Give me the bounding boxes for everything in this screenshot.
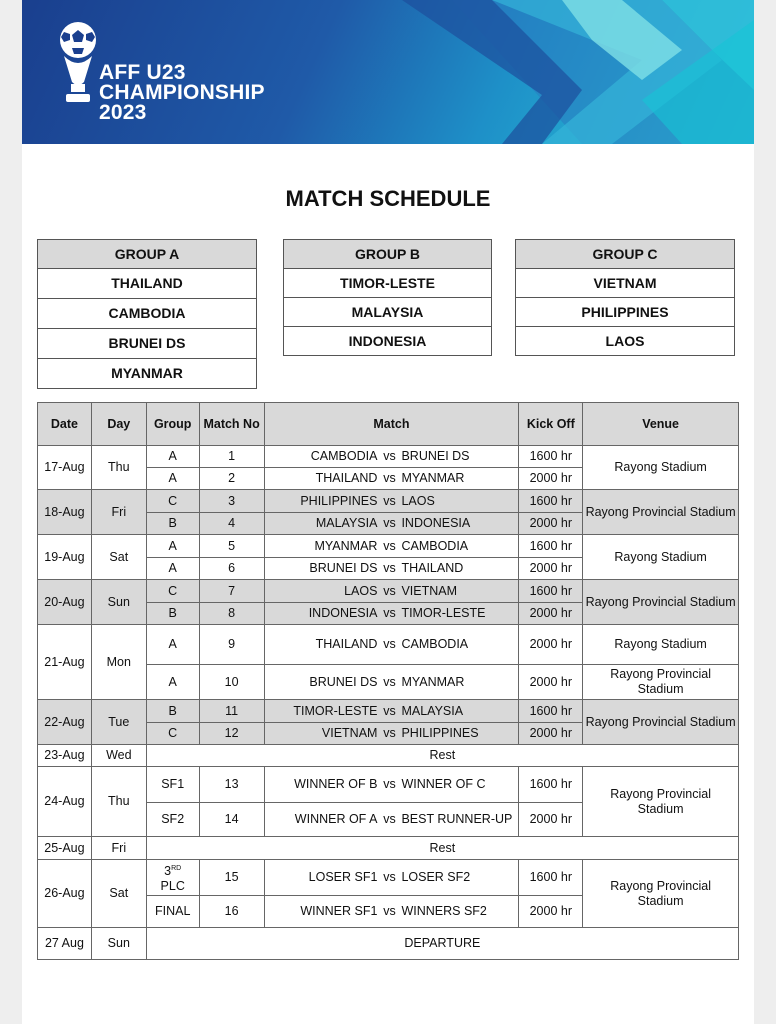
vs-label: vs	[383, 870, 396, 884]
match-schedule-table	[37, 402, 739, 960]
vs-label: vs	[383, 606, 396, 620]
championship-logo-text	[99, 63, 265, 123]
away-team: MYANMAR	[401, 674, 465, 689]
kickoff-cell: 2000 hr	[519, 665, 583, 700]
home-team: THAILAND	[315, 471, 378, 485]
group-a-team: THAILAND	[38, 269, 256, 299]
logo-line-3: 2023	[99, 101, 147, 124]
venue-cell: Rayong Provincial Stadium	[583, 580, 739, 625]
match-no-cell: 11	[199, 700, 264, 723]
kickoff-cell: 1600 hr	[519, 535, 583, 558]
match-no-cell: 14	[199, 803, 264, 837]
group-b-team: INDONESIA	[284, 327, 491, 355]
match-no-cell: 13	[199, 767, 264, 803]
group-a-team: BRUNEI DS	[38, 329, 256, 359]
match-cell	[264, 535, 519, 558]
match-no-cell: 8	[199, 603, 264, 625]
match-no-cell: 7	[199, 580, 264, 603]
group-c-team: VIETNAM	[516, 269, 734, 298]
group-cell: B	[146, 700, 199, 723]
vs-label: vs	[383, 777, 396, 791]
vs-label: vs	[383, 812, 396, 826]
day-cell: Fri	[91, 837, 146, 860]
logo-line-2: CHAMPIONSHIP	[99, 81, 265, 104]
kickoff-cell: 1600 hr	[519, 490, 583, 513]
group-a-team: MYANMAR	[38, 359, 256, 388]
day-cell: Sun	[91, 928, 146, 960]
kickoff-cell: 2000 hr	[519, 558, 583, 580]
kickoff-cell: 1600 hr	[519, 860, 583, 896]
match-cell	[264, 490, 519, 513]
match-cell	[264, 625, 519, 665]
match-cell	[264, 468, 519, 490]
table-row	[38, 535, 739, 558]
away-team: TIMOR-LESTE	[401, 606, 486, 620]
vs-label: vs	[383, 538, 396, 553]
home-team: VIETNAM	[321, 726, 378, 740]
group-cell: A	[146, 535, 199, 558]
match-cell	[264, 603, 519, 625]
date-cell: 22-Aug	[38, 700, 92, 745]
table-header-row	[38, 403, 739, 446]
table-row	[38, 928, 739, 960]
home-team: INDONESIA	[308, 606, 378, 620]
schedule-page	[22, 0, 754, 1024]
date-cell: 19-Aug	[38, 535, 92, 580]
date-cell: 24-Aug	[38, 767, 92, 837]
match-cell	[264, 580, 519, 603]
day-cell: Mon	[91, 625, 146, 700]
away-team: PHILIPPINES	[401, 726, 479, 740]
date-cell: 20-Aug	[38, 580, 92, 625]
table-row	[38, 700, 739, 723]
venue-cell: Rayong Provincial Stadium	[583, 700, 739, 745]
group-b-team: TIMOR-LESTE	[284, 269, 491, 298]
match-no-cell: 6	[199, 558, 264, 580]
match-no-cell: 12	[199, 723, 264, 745]
day-cell: Fri	[91, 490, 146, 535]
venue-cell: Rayong Provincial Stadium	[583, 490, 739, 535]
match-cell	[264, 860, 519, 896]
table-row	[38, 860, 739, 896]
home-team: PHILIPPINES	[300, 493, 378, 508]
date-cell: 17-Aug	[38, 446, 92, 490]
day-cell: Thu	[91, 446, 146, 490]
match-cell	[264, 700, 519, 723]
group-c-team: PHILIPPINES	[516, 298, 734, 327]
venue-cell: Rayong Provincial Stadium	[583, 767, 739, 837]
group-cell: A	[146, 665, 199, 700]
group-third-suffix: RD	[171, 864, 182, 872]
vs-label: vs	[383, 449, 396, 463]
group-third: 3	[164, 864, 172, 879]
group-cell: C	[146, 490, 199, 513]
table-row	[38, 745, 739, 767]
kickoff-cell: 1600 hr	[519, 767, 583, 803]
vs-label: vs	[383, 493, 396, 508]
home-team: CAMBODIA	[310, 449, 378, 463]
match-no-cell: 9	[199, 625, 264, 665]
home-team: THAILAND	[315, 637, 378, 651]
kickoff-cell: 2000 hr	[519, 603, 583, 625]
rest-cell: Rest	[146, 745, 738, 767]
kickoff-cell: 2000 hr	[519, 723, 583, 745]
table-row	[38, 446, 739, 468]
col-header-date: Date	[38, 403, 92, 446]
group-cell: SF1	[146, 767, 199, 803]
group-a-header: GROUP A	[38, 240, 256, 269]
match-no-cell: 15	[199, 860, 264, 896]
group-c-header: GROUP C	[516, 240, 734, 269]
date-cell: 27 Aug	[38, 928, 92, 960]
col-header-venue: Venue	[583, 403, 739, 446]
group-c-team: LAOS	[516, 327, 734, 355]
trophy-logo-icon	[54, 18, 102, 118]
table-row	[38, 490, 739, 513]
group-cell: A	[146, 468, 199, 490]
vs-label: vs	[383, 637, 396, 651]
vs-label: vs	[383, 904, 396, 918]
date-cell: 26-Aug	[38, 860, 92, 928]
away-team: VIETNAM	[401, 583, 458, 598]
group-cell: B	[146, 603, 199, 625]
away-team: WINNERS SF2	[401, 904, 487, 918]
group-cell: A	[146, 558, 199, 580]
kickoff-cell: 2000 hr	[519, 896, 583, 928]
page-title: MATCH SCHEDULE	[285, 186, 491, 211]
venue-cell: Rayong Stadium	[583, 625, 739, 665]
venue-cell: Rayong Stadium	[583, 535, 739, 580]
match-cell	[264, 558, 519, 580]
match-cell	[264, 446, 519, 468]
away-team: MYANMAR	[401, 471, 465, 485]
away-team: LAOS	[401, 493, 435, 508]
vs-label: vs	[383, 703, 396, 718]
match-cell	[264, 723, 519, 745]
venue-cell: Rayong Provincial Stadium	[583, 860, 739, 928]
group-cell: FINAL	[146, 896, 199, 928]
kickoff-cell: 2000 hr	[519, 468, 583, 490]
vs-label: vs	[383, 583, 396, 598]
kickoff-cell: 1600 hr	[519, 580, 583, 603]
home-team: TIMOR-LESTE	[293, 703, 378, 718]
match-cell	[264, 803, 519, 837]
date-cell: 18-Aug	[38, 490, 92, 535]
table-row	[38, 837, 739, 860]
away-team: LOSER SF2	[401, 870, 471, 884]
away-team: BRUNEI DS	[401, 449, 470, 463]
away-team: THAILAND	[401, 561, 464, 575]
group-b-team: MALAYSIA	[284, 298, 491, 327]
match-no-cell: 1	[199, 446, 264, 468]
group-b-header: GROUP B	[284, 240, 491, 269]
group-cell: C	[146, 723, 199, 745]
day-cell: Wed	[91, 745, 146, 767]
venue-cell: Rayong Provincial Stadium	[583, 665, 739, 700]
home-team: BRUNEI DS	[309, 561, 378, 575]
home-team: LOSER SF1	[308, 870, 378, 884]
vs-label: vs	[383, 674, 396, 689]
home-team: WINNER SF1	[300, 904, 378, 918]
group-cell: A	[146, 625, 199, 665]
kickoff-cell: 1600 hr	[519, 700, 583, 723]
away-team: BEST RUNNER-UP	[401, 812, 513, 826]
match-no-cell: 4	[199, 513, 264, 535]
group-cell: C	[146, 580, 199, 603]
match-no-cell: 5	[199, 535, 264, 558]
match-cell	[264, 513, 519, 535]
away-team: INDONESIA	[401, 516, 471, 530]
match-cell	[264, 665, 519, 700]
group-cell: SF2	[146, 803, 199, 837]
day-cell: Sat	[91, 860, 146, 928]
match-cell	[264, 767, 519, 803]
home-team: WINNER OF A	[294, 812, 378, 826]
away-team: CAMBODIA	[401, 637, 469, 651]
col-header-match-no: Match No	[199, 403, 264, 446]
venue-cell: Rayong Stadium	[583, 446, 739, 490]
away-team: WINNER OF C	[401, 777, 486, 791]
logo-line-1: AFF U23	[99, 61, 186, 84]
group-cell	[146, 860, 199, 896]
table-row	[38, 767, 739, 803]
day-cell: Tue	[91, 700, 146, 745]
home-team: BRUNEI DS	[309, 674, 378, 689]
vs-label: vs	[383, 726, 396, 740]
col-header-match: Match	[264, 403, 519, 446]
group-a-team: CAMBODIA	[38, 299, 256, 329]
day-cell: Sun	[91, 580, 146, 625]
match-no-cell: 2	[199, 468, 264, 490]
home-team: LAOS	[344, 583, 378, 598]
col-header-day: Day	[91, 403, 146, 446]
kickoff-cell: 1600 hr	[519, 446, 583, 468]
vs-label: vs	[383, 471, 396, 485]
rest-cell: Rest	[146, 837, 738, 860]
group-cell: A	[146, 446, 199, 468]
day-cell: Sat	[91, 535, 146, 580]
home-team: MYANMAR	[314, 538, 378, 553]
group-cell: B	[146, 513, 199, 535]
match-cell	[264, 896, 519, 928]
table-row	[38, 625, 739, 665]
kickoff-cell: 2000 hr	[519, 625, 583, 665]
group-a-box	[37, 239, 257, 389]
group-third-plc: PLC	[160, 879, 185, 894]
vs-label: vs	[383, 561, 396, 575]
departure-cell: DEPARTURE	[146, 928, 738, 960]
home-team: MALAYSIA	[315, 516, 378, 530]
match-no-cell: 16	[199, 896, 264, 928]
away-team: MALAYSIA	[401, 703, 464, 718]
group-c-box	[515, 239, 735, 356]
date-cell: 23-Aug	[38, 745, 92, 767]
date-cell: 21-Aug	[38, 625, 92, 700]
championship-banner	[22, 0, 754, 144]
kickoff-cell: 2000 hr	[519, 513, 583, 535]
kickoff-cell: 2000 hr	[519, 803, 583, 837]
away-team: CAMBODIA	[401, 538, 469, 553]
group-b-box	[283, 239, 492, 356]
table-row	[38, 580, 739, 603]
day-cell: Thu	[91, 767, 146, 837]
vs-label: vs	[383, 516, 396, 530]
col-header-group: Group	[146, 403, 199, 446]
match-no-cell: 3	[199, 490, 264, 513]
date-cell: 25-Aug	[38, 837, 92, 860]
home-team: WINNER OF B	[294, 777, 378, 791]
match-no-cell: 10	[199, 665, 264, 700]
col-header-kickoff: Kick Off	[519, 403, 583, 446]
